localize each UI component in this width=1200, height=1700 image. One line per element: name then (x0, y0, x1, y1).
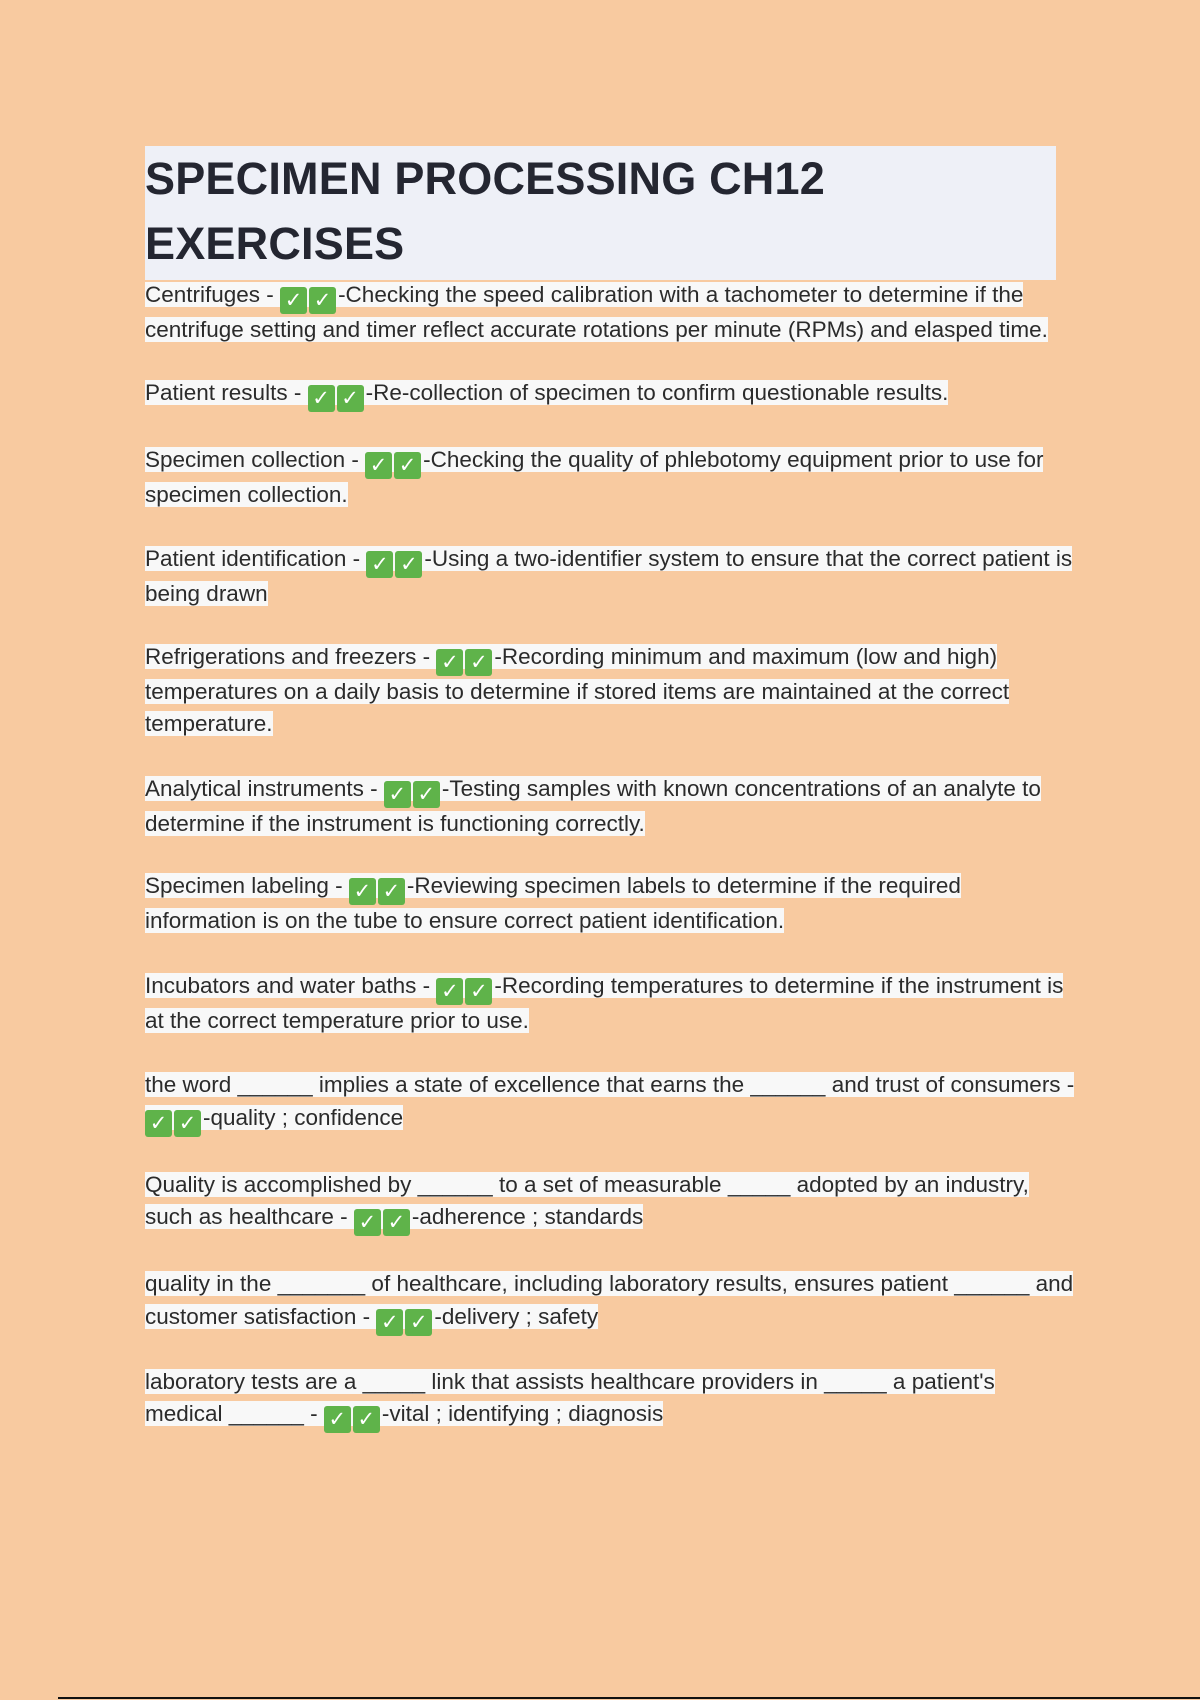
check-mark-icon: ✓ (349, 878, 376, 905)
list-item (145, 641, 1075, 741)
entry-term: Specimen labeling - (145, 873, 349, 898)
entry-term: quality in the _______ of healthcare, including laboratory results, ensures patient ______ and customer satisfaction - (145, 1271, 1074, 1329)
check-mark-icon: ✓ (353, 1406, 380, 1433)
entry-list (145, 279, 1075, 1433)
list-item (145, 543, 1075, 611)
check-mark-icon: ✓ (378, 878, 405, 905)
entry-term: Refrigerations and freezers - (145, 643, 437, 669)
check-mark-icon: ✓ (365, 452, 392, 479)
check-mark-icon: ✓ (174, 1110, 201, 1137)
entry-term: Patient results - (145, 379, 308, 405)
check-mark-icon: ✓ (366, 551, 393, 578)
check-mark-icon: ✓ (145, 1110, 172, 1137)
check-mark-icon: ✓ (384, 781, 411, 808)
entry-term: Specimen collection - (145, 446, 366, 472)
entry-term: laboratory tests are a _____ link that assists healthcare providers in _____ a patient's medical ______ - (145, 1368, 995, 1426)
list-item (145, 444, 1075, 512)
check-mark-icon: ✓ (465, 649, 492, 676)
entry-term: Quality is accomplished by ______ to a set of measurable _____ adopted by an industry, such as healthcare - (145, 1171, 1029, 1229)
list-item (145, 377, 1075, 412)
list-item (145, 870, 1075, 938)
list-item (145, 1366, 1075, 1434)
page-title: SPECIMEN PROCESSING CH12 EXERCISES (145, 153, 825, 269)
check-mark-icon: ✓ (337, 385, 364, 412)
entry-definition: -Checking the quality of phlebotomy equipment prior to use for specimen collection. (145, 446, 1044, 507)
check-mark-icon: ✓ (280, 287, 307, 314)
entry-term: Patient identification - (145, 546, 367, 571)
entry-term: the word ______ implies a state of excellence that earns the ______ and trust of consumers - (145, 1072, 1075, 1097)
list-item (145, 1069, 1075, 1137)
entry-term: Centrifuges - (145, 282, 281, 307)
list-item (145, 1169, 1075, 1237)
check-mark-icon: ✓ (436, 649, 463, 676)
check-mark-icon: ✓ (383, 1209, 410, 1236)
entry-definition: -Re-collection of specimen to confirm questionable results. (365, 379, 949, 405)
list-item (145, 773, 1075, 841)
entry-definition: -Checking the speed calibration with a tachometer to determine if the centrifuge setting and timer reflect accurate rotations per minute (RPMs) and elasped time. (145, 282, 1048, 342)
list-item (145, 279, 1075, 347)
entry-definition: -Recording minimum and maximum (low and high) temperatures on a daily basis to determine if stored items are maintained at the correct temperature. (145, 643, 1010, 736)
check-mark-icon: ✓ (309, 287, 336, 314)
entry-definition: -vital ; identifying ; diagnosis (381, 1401, 664, 1426)
entry-term: Incubators and water baths - (145, 972, 437, 998)
entry-definition: -Testing samples with known concentrations of an analyte to determine if the instrument is functioning correctly. (145, 775, 1041, 836)
entry-definition: -Recording temperatures to determine if the instrument is at the correct temperature prior to use. (145, 972, 1064, 1033)
entry-definition: -adherence ; standards (411, 1204, 644, 1229)
check-mark-icon: ✓ (465, 978, 492, 1005)
entry-definition: -Reviewing specimen labels to determine if the required information is on the tube to ensure correct patient identification. (145, 873, 961, 933)
check-mark-icon: ✓ (395, 551, 422, 578)
check-mark-icon: ✓ (324, 1406, 351, 1433)
entry-definition: -Using a two-identifier system to ensure that the correct patient is being drawn (145, 546, 1073, 606)
check-mark-icon: ✓ (394, 452, 421, 479)
entry-definition: -quality ; confidence (203, 1104, 404, 1130)
check-mark-icon: ✓ (308, 385, 335, 412)
entry-definition: -delivery ; safety (434, 1303, 599, 1329)
check-mark-icon: ✓ (405, 1309, 432, 1336)
check-mark-icon: ✓ (376, 1309, 403, 1336)
entry-term: Analytical instruments - (145, 775, 384, 801)
list-item (145, 1268, 1075, 1336)
check-mark-icon: ✓ (436, 978, 463, 1005)
check-mark-icon: ✓ (354, 1209, 381, 1236)
list-item (145, 970, 1075, 1038)
check-mark-icon: ✓ (413, 781, 440, 808)
bottom-divider (58, 1697, 1200, 1699)
